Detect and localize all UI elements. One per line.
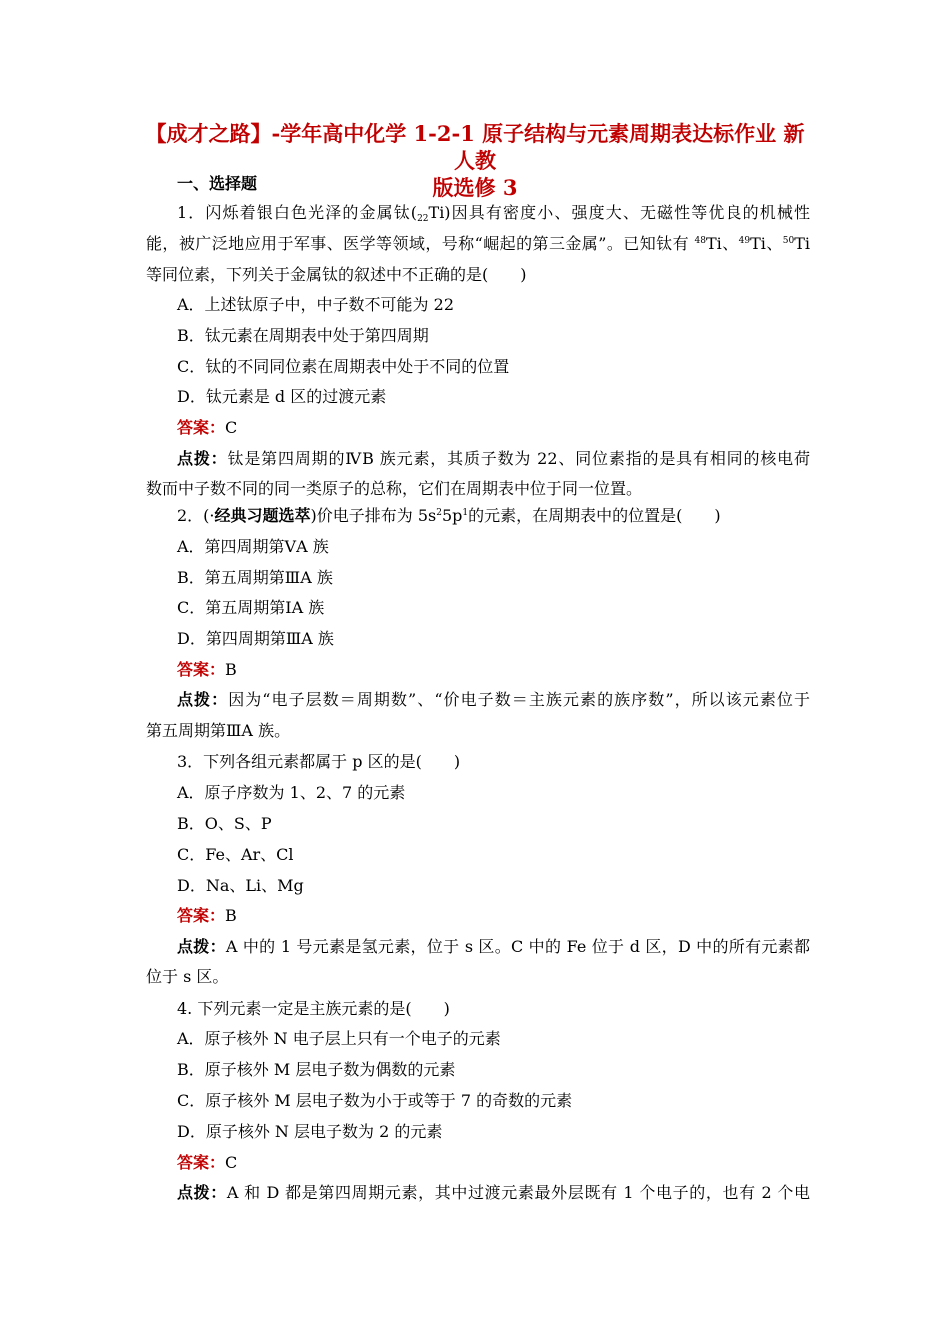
q4-option-d: D．原子核外 N 层电子数为 2 的元素 xyxy=(177,1122,443,1141)
q1-isotope-mass: 49 xyxy=(738,236,751,246)
q1-isotope: Ti、 xyxy=(750,234,783,253)
q3-option-d: D．Na、Li、Mg xyxy=(177,876,304,895)
q2-superscript: 2 xyxy=(436,508,442,518)
q1-hint-line-2: 数而中子数不同的同一类原子的总称，它们在周期表中位于同一位置。 xyxy=(146,479,643,498)
q1-hint-line-1 xyxy=(177,449,810,469)
answer-value: B xyxy=(225,660,237,679)
q1-option-c: C．钛的不同同位素在周期表中处于不同的位置 xyxy=(177,357,510,376)
q3-option-b: B．O、S、P xyxy=(177,814,272,833)
q1-isotope-mass: 50 xyxy=(782,236,795,246)
hint-text: A 和 D 都是第四周期元素，其中过渡元素最外层既有 1 个电子的，也有 2 个电 xyxy=(226,1183,810,1202)
hint-text: 钛是第四周期的ⅣB 族元素，其质子数为 22、同位素指的是具有相同的核电荷 xyxy=(227,449,810,468)
q2-stem-text: )价电子排布为 5s xyxy=(310,506,437,525)
q2-stem-text: 的元素，在周期表中的位置是( ) xyxy=(468,506,721,525)
answer-label: 答案： xyxy=(177,660,226,679)
hint-text: A 中的 1 号元素是氢元素，位于 s 区。C 中的 Fe 位于 d 区，D 中的所有元素都 xyxy=(225,937,810,956)
hint-label: 点拨： xyxy=(177,449,228,468)
q4-answer xyxy=(177,1153,810,1173)
q3-option-a: A．原子序数为 1、2、7 的元素 xyxy=(177,783,406,802)
q2-option-a: A．第四周期第ⅤA 族 xyxy=(177,537,329,556)
q3-stem: 3．下列各组元素都属于 p 区的是( ) xyxy=(177,752,461,771)
q1-isotope: Ti xyxy=(794,234,810,253)
q1-isotope-mass: 48 xyxy=(694,236,706,246)
q2-source-tag: 经典习题选萃 xyxy=(214,506,311,525)
q4-hint-line-1 xyxy=(177,1183,810,1203)
q1-stem-text: Ti)因具有密度小、强度大、无磁性等优良的机械性 xyxy=(428,203,810,222)
q4-option-a: A．原子核外 N 电子层上只有一个电子的元素 xyxy=(177,1029,501,1048)
answer-label: 答案： xyxy=(177,418,226,437)
q4-stem: 4. 下列元素一定是主族元素的是( ) xyxy=(177,999,450,1018)
q3-hint-line-2: 位于 s 区。 xyxy=(146,967,229,986)
answer-label: 答案： xyxy=(177,1153,226,1172)
q1-atomic-number: 22 xyxy=(417,214,429,224)
q2-option-b: B．第五周期第ⅢA 族 xyxy=(177,568,333,587)
q1-stem-line-2 xyxy=(146,234,810,254)
q2-stem xyxy=(177,506,810,526)
q1-answer xyxy=(177,418,810,438)
q3-hint-line-1 xyxy=(177,937,810,957)
title-line-1: 【成才之路】-学年高中化学 1-2-1 原子结构与元素周期表达标作业 新人教 xyxy=(145,121,805,173)
answer-value: C xyxy=(225,418,238,437)
q1-stem-text: 能，被广泛地应用于军事、医学等领域，号称“崛起的第三金属”。已知钛有 xyxy=(146,234,695,253)
section-heading: 一、选择题 xyxy=(177,174,258,193)
q3-option-c: C．Fe、Ar、Cl xyxy=(177,845,294,864)
q4-option-c: C．原子核外 M 层电子数为小于或等于 7 的奇数的元素 xyxy=(177,1091,573,1110)
answer-value: C xyxy=(225,1153,238,1172)
q1-option-b: B．钛元素在周期表中处于第四周期 xyxy=(177,326,429,345)
q2-answer xyxy=(177,660,810,680)
hint-label: 点拨： xyxy=(177,937,226,956)
hint-text: 因为“电子层数＝周期数”、“价电子数＝主族元素的族序数”，所以该元素位于 xyxy=(228,690,810,709)
q2-hint-line-1 xyxy=(177,690,810,710)
q1-option-d: D．钛元素是 d 区的过渡元素 xyxy=(177,387,387,406)
q3-answer xyxy=(177,906,810,926)
hint-label: 点拨： xyxy=(177,690,229,709)
q2-stem-text: 5p xyxy=(442,506,463,525)
answer-label: 答案： xyxy=(177,906,226,925)
q2-hint-line-2: 第五周期第ⅢA 族。 xyxy=(146,721,291,740)
q2-stem-text: 2．(· xyxy=(177,506,215,525)
q1-isotope: Ti、 xyxy=(705,234,739,253)
q1-option-a: A．上述钛原子中，中子数不可能为 22 xyxy=(177,295,455,314)
title-line-2: 版选修 3 xyxy=(432,175,518,200)
q2-option-c: C．第五周期第ⅠA 族 xyxy=(177,598,325,617)
q4-option-b: B．原子核外 M 层电子数为偶数的元素 xyxy=(177,1060,456,1079)
q2-option-d: D．第四周期第ⅢA 族 xyxy=(177,629,334,648)
hint-label: 点拨： xyxy=(177,1183,227,1202)
q1-stem-line-1 xyxy=(177,203,810,223)
q1-stem-text: 1．闪烁着银白色光泽的金属钛( xyxy=(177,203,418,222)
q1-stem-line-3: 等同位素，下列关于金属钛的叙述中不正确的是( ) xyxy=(146,265,527,284)
answer-value: B xyxy=(225,906,237,925)
q2-superscript: 1 xyxy=(462,508,469,518)
